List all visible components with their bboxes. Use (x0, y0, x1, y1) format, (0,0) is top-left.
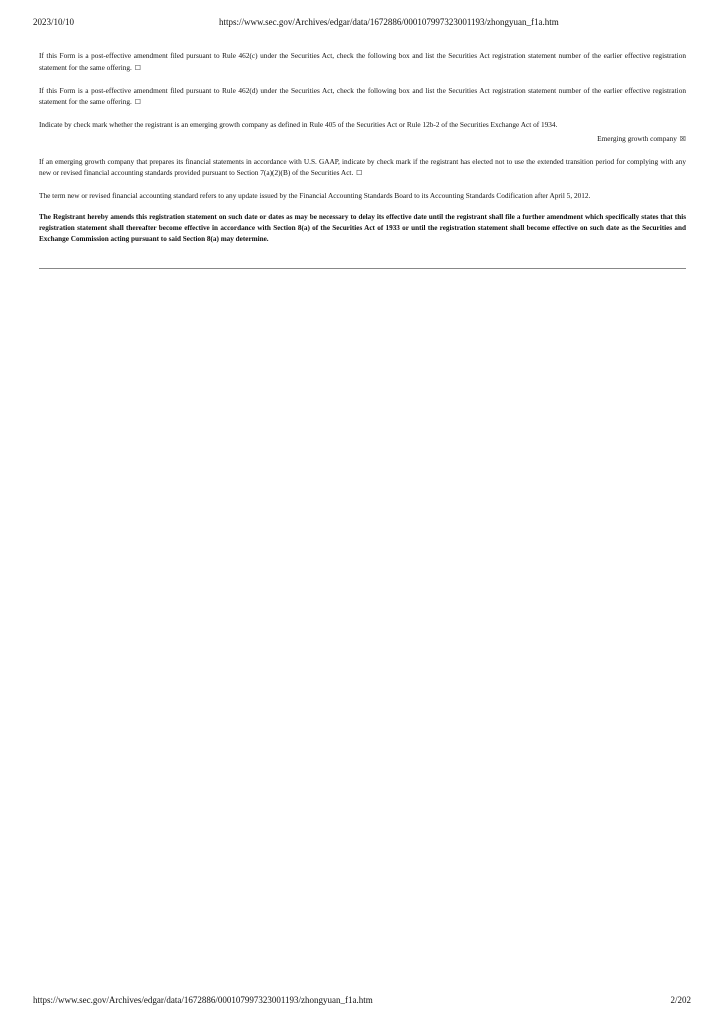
rule-462c-paragraph (39, 50, 686, 74)
rule-462d-text: If this Form is a post-effective amendment filed pursuant to Rule 462(d) under the Securities Act, check the following box and list the Securities Act registration statement number of the earlier effective registration statement for the same offering. (39, 85, 686, 106)
horizontal-rule (39, 268, 686, 269)
print-header (0, 15, 724, 29)
transition-period-text: If an emerging growth company that prepares its financial statements in accordance with U.S. GAAP, indicate by check mark if the registrant has elected not to use the extended transition period for complying with any new or revised financial accounting standards provided pursuant to Section 7(a)(2)(B) of the Securities Act. (39, 156, 686, 177)
rule-462c-text: If this Form is a post-effective amendment filed pursuant to Rule 462(c) under the Securities Act, check the following box and list the Securities Act registration statement number of the earlier effective registration statement for the same offering. (39, 51, 686, 72)
rule-462c-checkbox: ☐ (134, 63, 141, 72)
standard-definition-paragraph: The term new or revised financial accounting standard refers to any update issued by the Financial Accounting Standards Board to its Accounting Standards Codification after April 5, 2012. (39, 191, 591, 200)
delaying-amendment-paragraph: The Registrant hereby amends this registration statement on such date or dates as may be necessary to delay its effective date until the registrant shall file a further amendment which specifically states that this registration statement shall thereafter become effective in accordance with Section 8(a) of the Securities Act of 1933 or until the registration statement shall become effective on such date as the Securities and Exchange Commission acting pursuant to said Section 8(a) may determine. (39, 213, 686, 244)
print-header-url: https://www.sec.gov/Archives/edgar/data/1672886/000107997323001193/zhongyuan_f1a.htm (219, 17, 559, 27)
transition-period-checkbox: ☐ (356, 169, 363, 177)
print-footer (0, 993, 724, 1007)
print-footer-url: https://www.sec.gov/Archives/edgar/data/1672886/000107997323001193/zhongyuan_f1a.htm (33, 995, 373, 1005)
emerging-growth-label: Emerging growth company (597, 133, 677, 143)
transition-period-paragraph (39, 156, 686, 180)
print-date: 2023/10/10 (33, 17, 75, 27)
page-number: 2/202 (670, 995, 691, 1005)
document-body (39, 50, 686, 246)
emerging-growth-paragraph: Indicate by check mark whether the registrant is an emerging growth company as defined in Rule 405 of the Securities Act or Rule 12b-2 of the Securities Exchange Act of 1934. (39, 120, 558, 129)
emerging-growth-line (39, 133, 686, 146)
rule-462d-paragraph (39, 85, 686, 109)
rule-462d-checkbox: ☐ (134, 98, 141, 106)
emerging-growth-checkbox: ☒ (679, 134, 686, 143)
